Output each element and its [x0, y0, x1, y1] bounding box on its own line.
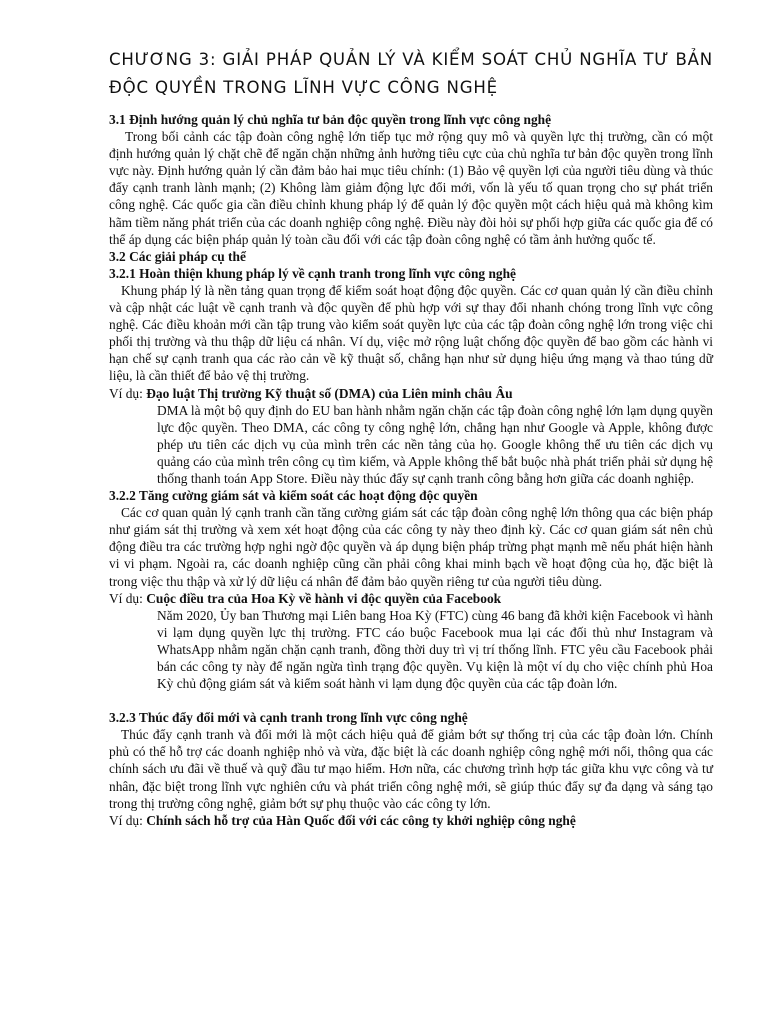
paragraph-gap	[109, 692, 713, 709]
example-prefix: Ví dụ:	[109, 590, 147, 606]
section-3-2-2-heading: 3.2.2 Tăng cường giám sát và kiểm soát các hoạt động độc quyền	[109, 488, 478, 504]
document-page	[109, 46, 713, 829]
example-line-dma	[109, 385, 713, 402]
section-3-1-body: Trong bối cảnh các tập đoàn công nghệ lớn tiếp tục mở rộng quy mô và quyền lực thị trường, cần có một định hướng quản lý chặt chẽ để ngăn chặn những ảnh hưởng tiêu cực của chủ nghĩa tư bản độc quyền trong lĩnh vực này. Định hướng quản lý cần đảm bảo hai mục tiêu chính: (1) Bảo vệ quyền lợi của người tiêu dùng và thúc đẩy cạnh tranh lành mạnh; (2) Không làm giảm động lực đổi mới, vốn là yếu tố quan trọng cho sự phát triển công nghệ. Các quốc gia cần điều chỉnh khung pháp lý để quản lý độc quyền một cách hiệu quả mà không kìm hãm tiềm năng phát triển của các doanh nghiệp công nghệ. Điều này đòi hỏi sự phối hợp giữa các quốc gia để có thể áp dụng các biện pháp quản lý toàn cầu đối với các tập đoàn công nghệ có tầm ảnh hưởng quốc tế.	[109, 129, 713, 247]
example-prefix: Ví dụ:	[109, 385, 147, 401]
section-3-2-2-body: Các cơ quan quản lý cạnh tranh cần tăng cường giám sát các tập đoàn công nghệ lớn thông qua các biện pháp như giám sát thị trường và xem xét hoạt động của các công ty này theo định kỳ. Các cơ quan giám sát nên chủ động điều tra các trường hợp nghi ngờ độc quyền và áp dụng biện pháp trừng phạt mạnh mẽ nếu phát hiện hành vi vi phạm. Ngoài ra, các doanh nghiệp cũng cần phải công khai minh bạch về hoạt động của họ, đặc biệt là trong việc thu thập và xử lý dữ liệu cá nhân để đảm bảo quyền riêng tư của người tiêu dùng.	[109, 505, 713, 589]
section-3-1-heading: 3.1 Định hướng quản lý chủ nghĩa tư bản độc quyền trong lĩnh vực công nghệ	[109, 112, 552, 127]
example-title-korea: Chính sách hỗ trợ của Hàn Quốc đối với các công ty khởi nghiệp công nghệ	[146, 812, 576, 828]
example-title-facebook: Cuộc điều tra của Hoa Kỳ về hành vi độc quyền của Facebook	[146, 590, 502, 606]
section-3-2-1-heading: 3.2.1 Hoàn thiện khung pháp lý về cạnh tranh trong lĩnh vực công nghệ	[109, 265, 516, 281]
example-title-dma: Đạo luật Thị trường Kỹ thuật số (DMA) của Liên minh châu Âu	[146, 385, 513, 401]
section-3-2-heading: 3.2 Các giải pháp cụ thể	[109, 248, 246, 264]
example-body-facebook: Năm 2020, Ủy ban Thương mại Liên bang Hoa Kỳ (FTC) cùng 46 bang đã khởi kiện Facebook vì hành vi lạm dụng quyền lực thị trường. FTC cáo buộc Facebook mua lại các đối thủ như Instagram và WhatsApp nhằm ngăn chặn cạnh tranh, đồng thời duy trì vị trí thống lĩnh. FTC yêu cầu Facebook phải bán các công ty này để ngăn ngừa tình trạng độc quyền. Vụ kiện là một ví dụ cho việc chính phủ Hoa Kỳ chủ động giám sát và kiểm soát hành vi lạm dụng độc quyền của các tập đoàn lớn.	[157, 607, 713, 692]
section-3-2-1-body: Khung pháp lý là nền tảng quan trọng để kiểm soát hoạt động độc quyền. Các cơ quan quản lý cần điều chỉnh và cập nhật các luật về cạnh tranh và độc quyền để phù hợp với sự thay đổi nhanh chóng trong lĩnh vực công nghệ. Các điều khoản mới cần tập trung vào kiểm soát quyền lực của các tập đoàn công nghệ lớn trong việc chi phối thị trường và thu thập dữ liệu cá nhân. Ví dụ, việc mở rộng luật chống độc quyền để bao gồm các hành vi hạn chế sự cạnh tranh qua các rào cản về kỹ thuật số, chẳng hạn như sử dụng hiệu ứng mạng và thao túng dữ liệu, là cần thiết để bảo vệ thị trường.	[109, 282, 713, 384]
example-prefix: Ví dụ:	[109, 812, 147, 828]
example-line-facebook	[109, 590, 713, 607]
example-line-korea	[109, 812, 713, 829]
example-body-dma: DMA là một bộ quy định do EU ban hành nhằm ngăn chặn các tập đoàn công nghệ lớn lạm dụng quyền lực độc quyền. Theo DMA, các công ty công nghệ lớn, chẳng hạn như Google và Apple, không được phép ưu tiên các dịch vụ của mình trên các nền tảng của họ. Google không thể ưu tiên các dịch vụ quảng cáo của mình trên công cụ tìm kiếm, và Apple không thể bắt buộc nhà phát triển phải sử dụng hệ thống thanh toán App Store. Điều này thúc đẩy sự cạnh tranh công bằng hơn giữa các doanh nghiệp.	[157, 402, 713, 486]
section-3-2-3-heading: 3.2.3 Thúc đẩy đổi mới và cạnh tranh trong lĩnh vực công nghệ	[109, 710, 468, 726]
chapter-title: CHƯƠNG 3: GIẢI PHÁP QUẢN LÝ VÀ KIỂM SOÁT CHỦ NGHĨA TƯ BẢN ĐỘC QUYỀN TRONG LĨNH VỰC CÔNG NGHỆ	[109, 50, 713, 97]
section-3-2-3-body: Thúc đẩy cạnh tranh và đổi mới là một cách hiệu quả để giảm bớt sự thống trị của các tập đoàn lớn. Chính phủ có thể hỗ trợ các doanh nghiệp nhỏ và vừa, đặc biệt là các doanh nghiệp công nghệ mới nổi, thông qua các chính sách ưu đãi về thuế và quỹ đầu tư mạo hiểm. Hơn nữa, các chương trình hợp tác giữa khu vực công và tư nhân, đặc biệt trong lĩnh vực nghiên cứu và phát triển công nghệ mới, sẽ giúp thúc đẩy sự đa dạng và sáng tạo trong thị trường công nghệ, giảm bớt sự phụ thuộc vào các công ty lớn.	[109, 727, 713, 811]
